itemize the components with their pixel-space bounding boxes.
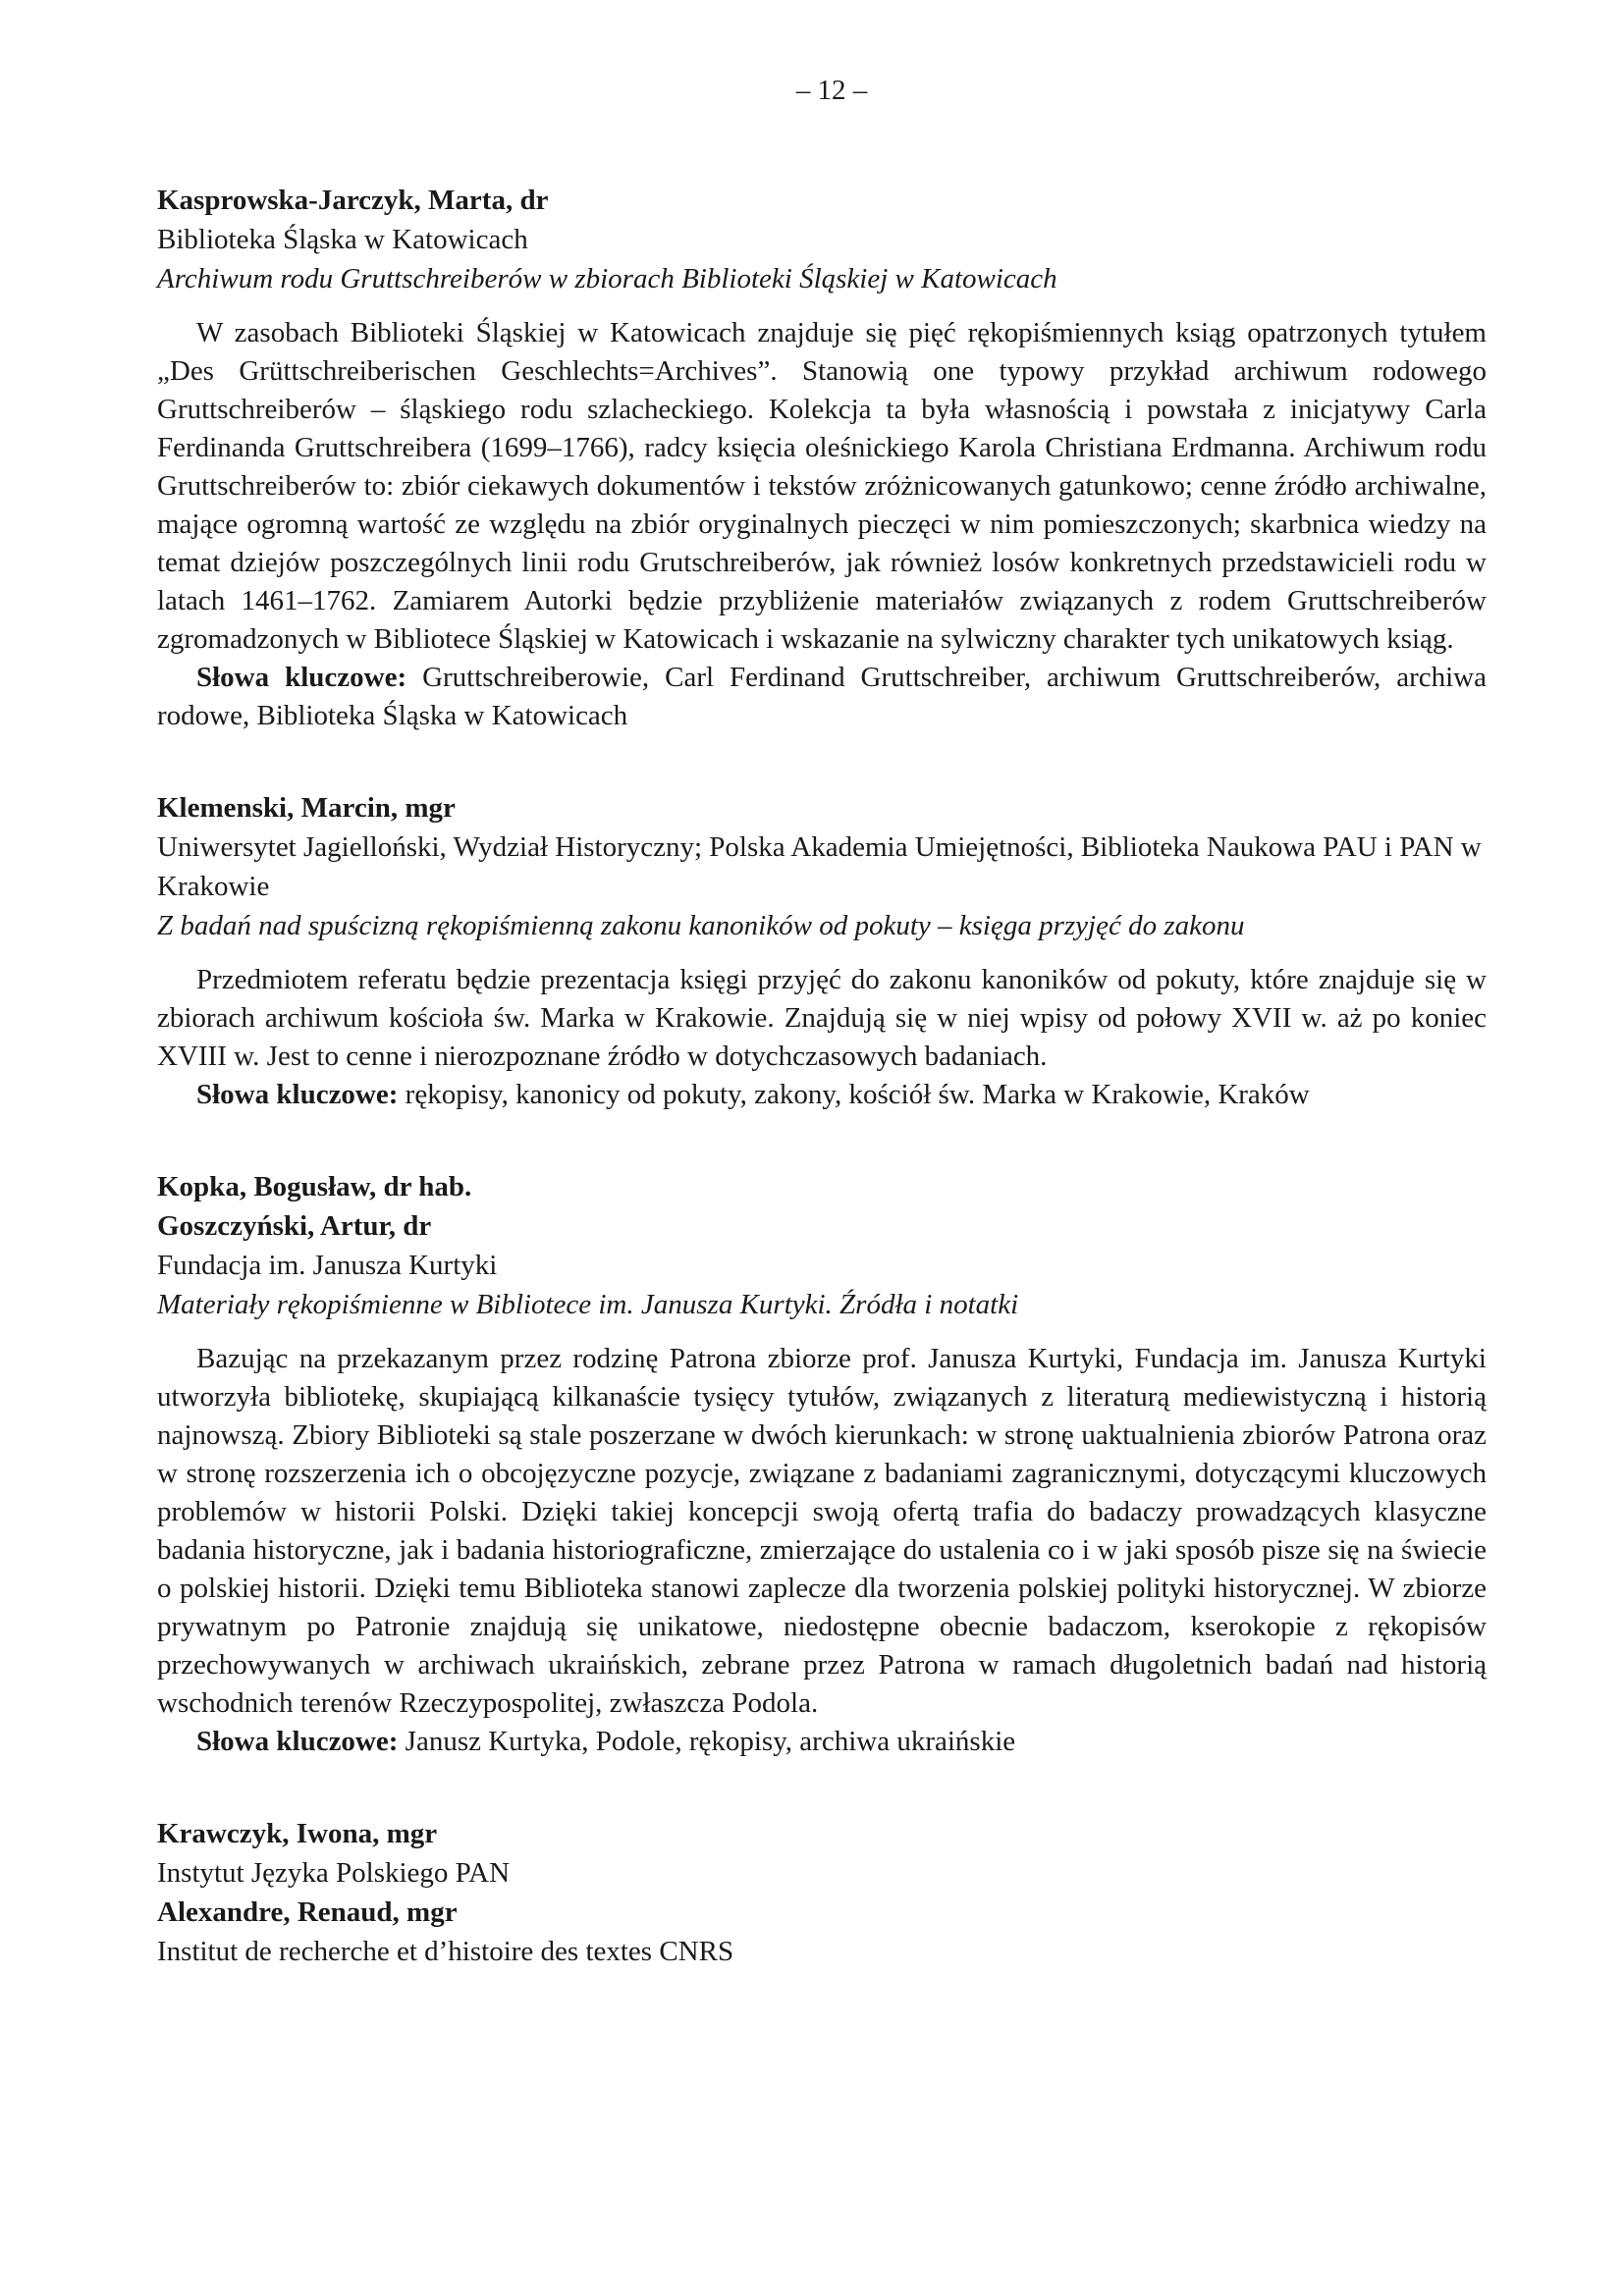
keywords-text: rękopisy, kanonicy od pokuty, zakony, kościół św. Marka w Krakowie, Kraków xyxy=(405,1079,1310,1110)
author-name: Goszczyński, Artur, dr xyxy=(157,1210,432,1242)
author-name: Klemenski, Marcin, mgr xyxy=(157,792,456,824)
keywords xyxy=(157,1723,1487,1761)
affiliation: Biblioteka Śląska w Katowicach xyxy=(157,224,528,255)
paper-title: Z badań nad spuścizną rękopiśmienną zakonu kanoników od pokuty – księga przyjęć do zakonu xyxy=(157,910,1245,941)
abstract-entry xyxy=(157,181,1487,735)
abstract-entry xyxy=(157,788,1487,1114)
keywords-label: Słowa kluczowe: xyxy=(196,662,407,693)
keywords-label: Słowa kluczowe: xyxy=(196,1726,399,1757)
keywords xyxy=(157,659,1487,735)
page-number: – 12 – xyxy=(795,75,868,106)
keywords xyxy=(157,1076,1487,1114)
keywords-label: Słowa kluczowe: xyxy=(196,1079,399,1110)
author-name: Alexandre, Renaud, mgr xyxy=(157,1896,458,1928)
abstract-entry xyxy=(157,1167,1487,1761)
affiliation: Fundacja im. Janusza Kurtyki xyxy=(157,1250,498,1281)
paper-title: Materiały rękopiśmienne w Bibliotece im. Janusza Kurtyki. Źródła i notatki xyxy=(157,1289,1019,1320)
abstract-text: Przedmiotem referatu będzie prezentacja księgi przyjęć do zakonu kanoników od pokuty, które znajduje się w zbiorach archiwum kościoła św. Marka w Krakowie. Znajdują się w niej wpisy od połowy XVII w. aż po koniec XVIII w. Jest to cenne i nierozpoznane źródło w dotychczasowych badaniach. xyxy=(157,964,1487,1072)
abstract-text: W zasobach Biblioteki Śląskiej w Katowicach znajduje się pięć rękopiśmiennych ksiąg opatrzonych tytułem „Des Grüttschreiberischen Geschlechts=Archives”. Stanowią one typowy przykład archiwum rodowego Gruttschreiberów – śląskiego rodu szlacheckiego. Kolekcja ta była własnością i powstała z inicjatywy Carla Ferdinanda Gruttschreibera (1699–1766), radcy księcia oleśnickiego Karola Christiana Erdmanna. Archiwum rodu Gruttschreiberów to: zbiór ciekawych dokumentów i tekstów zróżnicowanych gatunkowo; cenne źródło archiwalne, mające ogromną wartość ze względu na zbiór oryginalnych pieczęci w nim pomieszczonych; skarbnica wiedzy na temat dziejów poszczególnych linii rodu Grutschreiberów, jak również losów konkretnych przedstawicieli rodu w latach 1461–1762. Zamiarem Autorki będzie przybliżenie materiałów związanych z rodem Gruttschreiberów zgromadzonych w Bibliotece Śląskiej w Katowicach i wskazanie na sylwiczny charakter tych unikatowych ksiąg. xyxy=(157,317,1487,655)
affiliation: Uniwersytet Jagielloński, Wydział Historyczny; Polska Akademia Umiejętności, Biblioteka Naukowa PAU i PAN w Krakowie xyxy=(157,831,1482,902)
document-page xyxy=(157,69,1487,2024)
keywords-text: Janusz Kurtyka, Podole, rękopisy, archiwa ukraińskie xyxy=(405,1726,1016,1757)
paper-title: Archiwum rodu Gruttschreiberów w zbiorach Biblioteki Śląskiej w Katowicach xyxy=(157,263,1057,294)
author-name: Krawczyk, Iwona, mgr xyxy=(157,1818,438,1849)
abstract-text: Bazując na przekazanym przez rodzinę Patrona zbiorze prof. Janusza Kurtyki, Fundacja im. Janusza Kurtyki utworzyła bibliotekę, skupiającą kilkanaście tysięcy tytułów, związanych z literaturą mediewistyczną i historią najnowszą. Zbiory Biblioteki są stale poszerzane w dwóch kierunkach: w stronę uaktualnienia zbiorów Patrona oraz w stronę rozszerzenia ich o obcojęzyczne pozycje, związane z badaniami zagranicznymi, dotyczącymi kluczowych problemów w historii Polski. Dzięki takiej koncepcji swoją ofertą trafia do badaczy prowadzących klasyczne badania historyczne, jak i badania historiograficzne, zmierzające do ustalenia co i w jaki sposób pisze się na świecie o polskiej historii. Dzięki temu Biblioteka stanowi zaplecze dla tworzenia polskiej polityki historycznej. W zbiorze prywatnym po Patronie znajdują się unikatowe, niedostępne obecnie badaczom, kserokopie z rękopisów przechowywanych w archiwach ukraińskich, zebrane przez Patrona w ramach długoletnich badań nad historią wschodnich terenów Rzeczypospolitej, zwłaszcza Podola. xyxy=(157,1343,1487,1719)
affiliation: Institut de recherche et d’histoire des textes CNRS xyxy=(157,1936,734,1967)
affiliation: Instytut Języka Polskiego PAN xyxy=(157,1857,511,1889)
author-name: Kopka, Bogusław, dr hab. xyxy=(157,1171,472,1202)
abstract-entry xyxy=(157,1814,1487,1971)
author-name: Kasprowska-Jarczyk, Marta, dr xyxy=(157,185,549,216)
keywords-text: Gruttschreiberowie, Carl Ferdinand Gruttschreiber, archiwum Gruttschreiberów, archiwa rodowe, Biblioteka Śląska w Katowicach xyxy=(157,662,1487,731)
